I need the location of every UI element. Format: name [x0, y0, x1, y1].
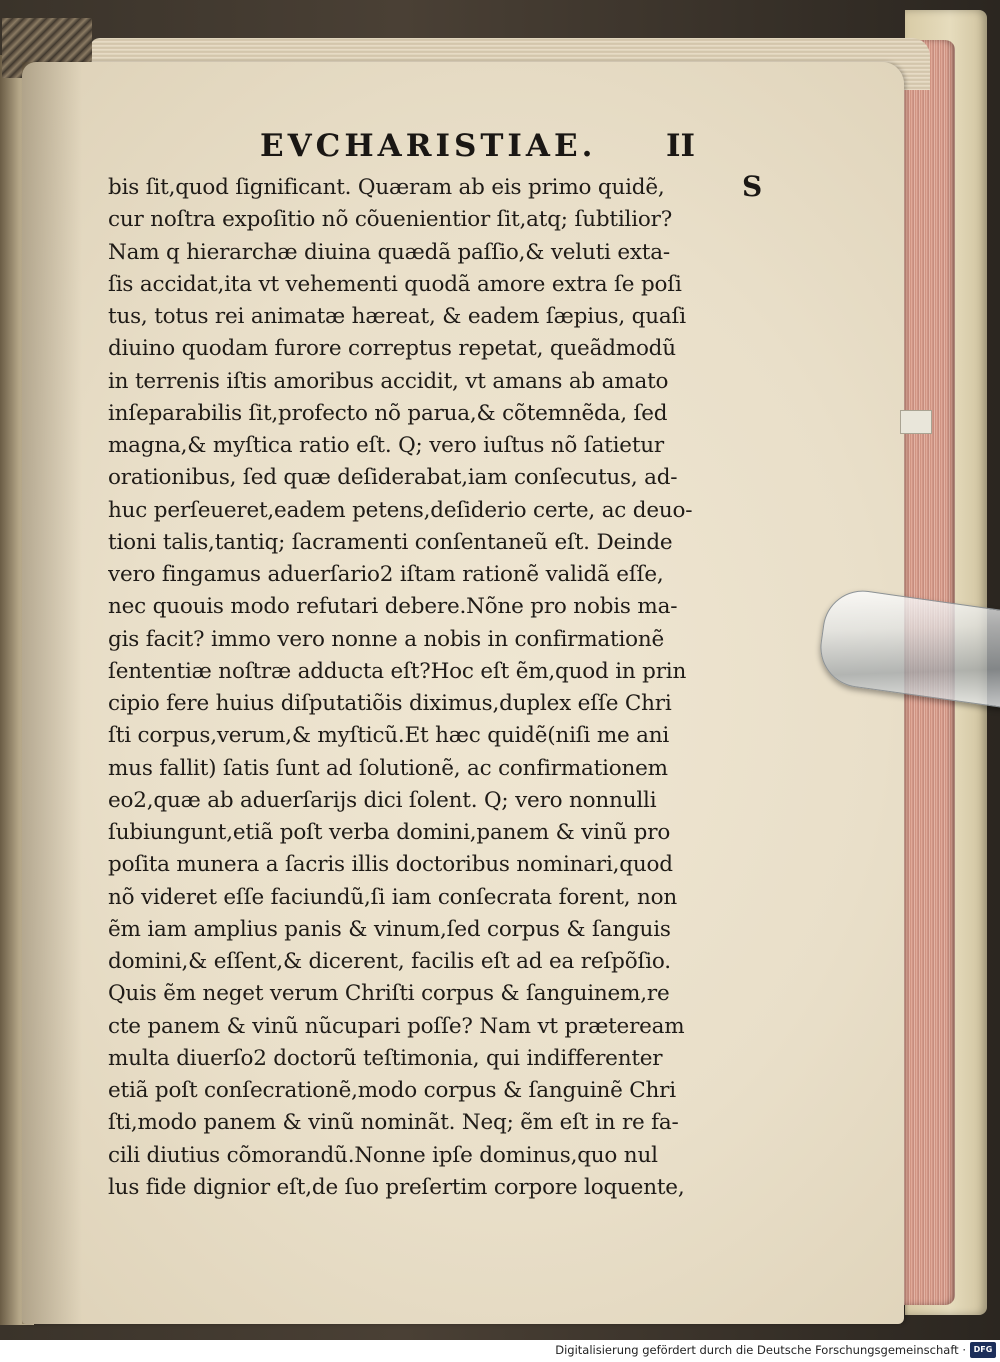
- text-line: vero fingamus aduerſario2 iſtam rationẽ validã eſſe,: [108, 562, 664, 587]
- text-line: gis facit? immo vero nonne a nobis in confirmationẽ: [108, 626, 665, 652]
- text-line: lus fide dignior eſt,de ſuo preſertim corpore loquente,: [108, 1174, 685, 1200]
- text-line: ſti,modo panem & vinũ nominãt. Neq; ẽm eſt in re fa-: [108, 1110, 679, 1136]
- text-line: Nam q hierarchæ diuina quædã paſſio,& veluti exta-: [108, 239, 670, 265]
- text-line: eo2,quæ ab aduerſarijs dici ſolent. Q; vero nonnulli: [108, 787, 657, 813]
- text-line: in terrenis iſtis amoribus accidit, vt amans ab amato: [108, 368, 669, 394]
- text-line: cili diutius cõmorandũ.Nonne ipſe dominus,quo nul: [108, 1142, 658, 1168]
- text-line: huc perſeueret,eadem petens,deſiderio certe, ac deuo-: [108, 497, 693, 523]
- text-line: ẽm iam amplius panis & vinum,ſed corpus & ſanguis: [108, 916, 671, 942]
- running-head-title: EVCHARISTIAE.: [260, 128, 597, 164]
- text-line: ſti corpus,verum,& myſticũ.Et hæc quidẽ(niſi me ani: [108, 723, 670, 749]
- digitization-credit: Digitalisierung gefördert durch die Deutsche Forschungsgemeinschaft ·: [555, 1343, 966, 1357]
- text-line: cur noſtra expoſitio nõ cõuenientior ſit,atq; ſubtilior?: [108, 207, 673, 233]
- text-line: poſita munera a ſacris illis doctoribus nominari,quod: [108, 852, 673, 878]
- paper-tab-marker: [900, 410, 932, 434]
- text-line: diuino quodam furore correptus repetat, queãdmodũ: [108, 336, 676, 362]
- dfg-logo: DFG: [970, 1342, 996, 1358]
- text-line: nec quouis modo refutari debere.Nõne pro nobis ma-: [108, 594, 678, 620]
- text-line: Quis ẽm neget verum Chriſti corpus & ſanguinem,re: [108, 981, 670, 1007]
- text-line: magna,& myſtica ratio eſt. Q; vero iuſtus nõ ſatietur: [108, 433, 664, 458]
- signature-mark: S: [742, 170, 763, 203]
- text-line: cte panem & vinũ nũcupari poſſe? Nam vt præteream: [108, 1013, 685, 1039]
- text-line: ſententiæ noſtræ adducta eſt?Hoc eſt ẽm,quod in prin: [108, 658, 687, 684]
- running-head: [110, 128, 730, 172]
- text-line: etiã poſt conſecrationẽ,modo corpus & ſanguinẽ Chri: [108, 1078, 676, 1103]
- text-block: [108, 172, 736, 1204]
- text-line: inſeparabilis ſit,profecto nõ parua,& cõtemnẽda, ſed: [108, 400, 668, 426]
- text-line: ſubiungunt,etiã poſt verba domini,panem & vinũ pro: [108, 820, 671, 845]
- folio-number: II: [666, 128, 696, 164]
- text-line: cipio fere huius diſputatiõis diximus,duplex eſſe Chri: [108, 691, 672, 716]
- text-line: mus fallit) ſatis ſunt ad ſolutionẽ, ac confirmationem: [108, 755, 668, 781]
- text-line: nõ videret eſſe faciundũ,ſi iam conſecrata forent, non: [108, 884, 678, 910]
- text-line: bis ſit,quod ſignificant. Quæram ab eis primo quidẽ,: [108, 175, 665, 200]
- footer-bar: [0, 1340, 1000, 1362]
- text-line: domini,& eſſent,& dicerent, facilis eſt ad ea reſpõſio.: [108, 949, 671, 974]
- page-gutter-shadow: [22, 62, 82, 1324]
- text-line: multa diuerſo2 doctorũ teſtimonia, qui indifferenter: [108, 1045, 663, 1071]
- text-line: orationibus, ſed quæ deſiderabat,iam conſecutus, ad-: [108, 465, 678, 491]
- text-line: tus, totus rei animatæ hæreat, & eadem ſæpius, quaſi: [108, 304, 686, 329]
- text-line: tioni talis,tantiq; ſacramenti conſentaneũ eſt. Deinde: [108, 529, 673, 555]
- text-line: ſis accidat,ita vt vehementi quodã amore extra ſe poſi: [108, 271, 682, 297]
